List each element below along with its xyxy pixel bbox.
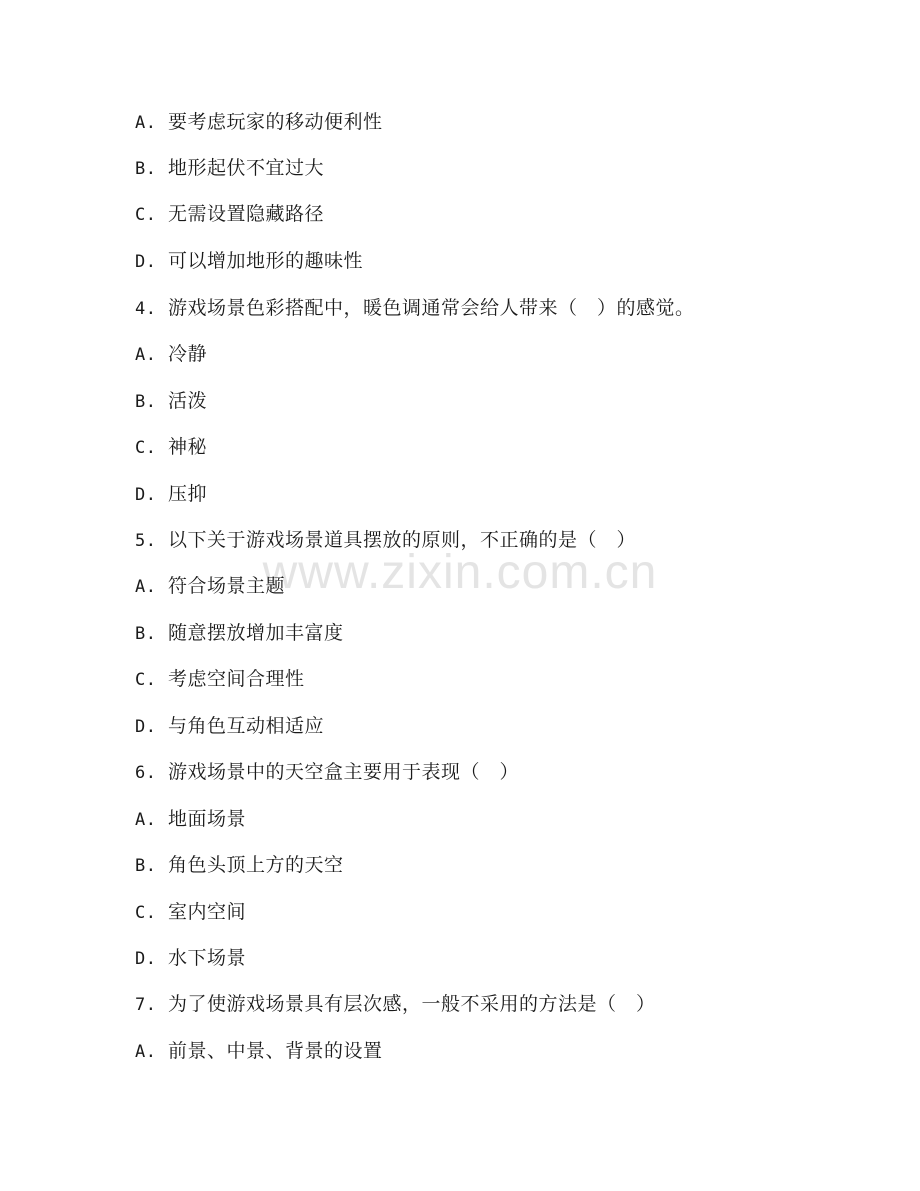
option-text: 符合场景主题	[168, 575, 286, 597]
option-text: 地形起伏不宜过大	[168, 157, 325, 179]
option-line	[135, 619, 344, 647]
option-line	[135, 480, 207, 508]
option-marker: C.	[135, 670, 157, 690]
question-number: 7.	[135, 995, 157, 1015]
question-line	[135, 758, 519, 786]
question-line	[135, 526, 636, 554]
option-text: 冷静	[168, 343, 208, 365]
option-text: 地面场景	[168, 808, 247, 830]
option-text: 水下场景	[168, 947, 247, 969]
question-number: 4.	[135, 299, 157, 319]
question-line	[135, 294, 695, 322]
option-line	[135, 387, 207, 415]
option-text: 室内空间	[168, 901, 247, 923]
option-marker: B.	[135, 392, 157, 412]
option-marker: C.	[135, 438, 157, 458]
option-marker: B.	[135, 159, 157, 179]
option-marker: A.	[135, 577, 157, 597]
option-text: 要考虑玩家的移动便利性	[168, 111, 383, 133]
option-text: 活泼	[168, 390, 208, 412]
option-marker: A.	[135, 345, 157, 365]
question-text: 游戏场景中的天空盒主要用于表现（ ）	[168, 761, 520, 783]
option-marker: A.	[135, 810, 157, 830]
question-number: 5.	[135, 531, 157, 551]
option-line	[135, 108, 383, 136]
option-marker: A.	[135, 1042, 157, 1062]
option-line	[135, 340, 207, 368]
option-text: 考虑空间合理性	[168, 668, 305, 690]
option-marker: D.	[135, 717, 157, 737]
option-line	[135, 247, 363, 275]
question-line	[135, 990, 656, 1018]
option-marker: D.	[135, 252, 157, 272]
option-marker: A.	[135, 113, 157, 133]
option-text: 角色头顶上方的天空	[168, 854, 344, 876]
option-line	[135, 665, 305, 693]
option-line	[135, 851, 344, 879]
option-marker: D.	[135, 485, 157, 505]
watermark: www.zixin.com.cn	[262, 546, 658, 599]
option-text: 无需设置隐藏路径	[168, 203, 325, 225]
option-line	[135, 898, 246, 926]
question-text: 游戏场景色彩搭配中，暖色调通常会给人带来（ ）的感觉。	[168, 297, 695, 319]
option-text: 与角色互动相适应	[168, 715, 325, 737]
option-marker: D.	[135, 949, 157, 969]
option-text: 随意摆放增加丰富度	[168, 622, 344, 644]
option-marker: C.	[135, 903, 157, 923]
option-line	[135, 944, 246, 972]
option-marker: C.	[135, 205, 157, 225]
question-number: 6.	[135, 763, 157, 783]
option-text: 神秘	[168, 436, 208, 458]
question-text: 以下关于游戏场景道具摆放的原则，不正确的是（ ）	[168, 529, 637, 551]
option-marker: B.	[135, 624, 157, 644]
option-line	[135, 1037, 383, 1065]
option-line	[135, 805, 246, 833]
question-text: 为了使游戏场景具有层次感，一般不采用的方法是（ ）	[168, 993, 656, 1015]
option-line	[135, 712, 324, 740]
option-line	[135, 154, 324, 182]
option-line	[135, 200, 324, 228]
option-text: 前景、中景、背景的设置	[168, 1040, 383, 1062]
option-marker: B.	[135, 856, 157, 876]
option-text: 可以增加地形的趣味性	[168, 250, 364, 272]
option-text: 压抑	[168, 483, 208, 505]
option-line	[135, 572, 285, 600]
option-line	[135, 433, 207, 461]
